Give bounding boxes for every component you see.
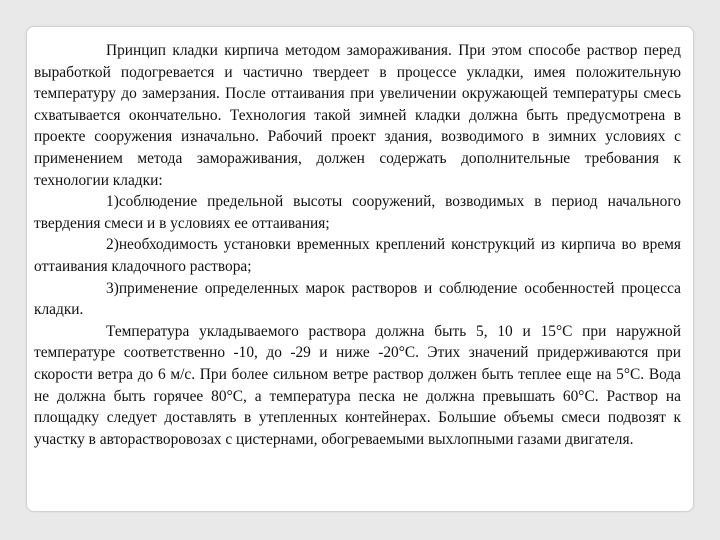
- temperature-paragraph: Температура укладываемого раствора должна быть 5, 10 и 15°С при наружной температуре соответственно -10, до -29 и ниже -20°С. Этих значений придерживаются при скорости ветра до 6 м/с. При более сильном ветре раствор должен быть теплее еще на 5°С. Вода не должна быть горячее 80°С, а температура песка не должна превышать 60°С. Раствор на площадку следует доставлять в утепленных контейнерах. Большие объемы смеси подвозят к участку в авторастворовозах с цистернами, обогреваемыми выхлопными газами двигателя.: [34, 322, 681, 448]
- list-item-3: 3)применение определенных марок растворов и соблюдение особенностей процесса кладки.: [34, 279, 681, 319]
- document-body: [34, 40, 681, 450]
- intro-paragraph: Принцип кладки кирпича методом замораживания. При этом способе раствор перед выработкой подогревается и частично твердеет в процессе укладки, имея положительную температуру до замерзания. После оттаивания при увеличении окружающей температуры смесь схватывается окончательно. Технология такой зимней кладки должна быть предусмотрена в проекте сооружения изначально. Рабочий проект здания, возводимого в зимних условиях с применением метода замораживания, должен содержать дополнительные требования к технологии кладки:: [34, 42, 681, 189]
- slide-card: [26, 26, 694, 512]
- list-item-1: 1)соблюдение предельной высоты сооружений, возводимых в период начального твердения смеси и в условиях ее оттаивания;: [34, 193, 681, 232]
- list-item-2: 2)необходимость установки временных креплений конструкций из кирпича во время оттаивания кладочного раствора;: [34, 236, 681, 275]
